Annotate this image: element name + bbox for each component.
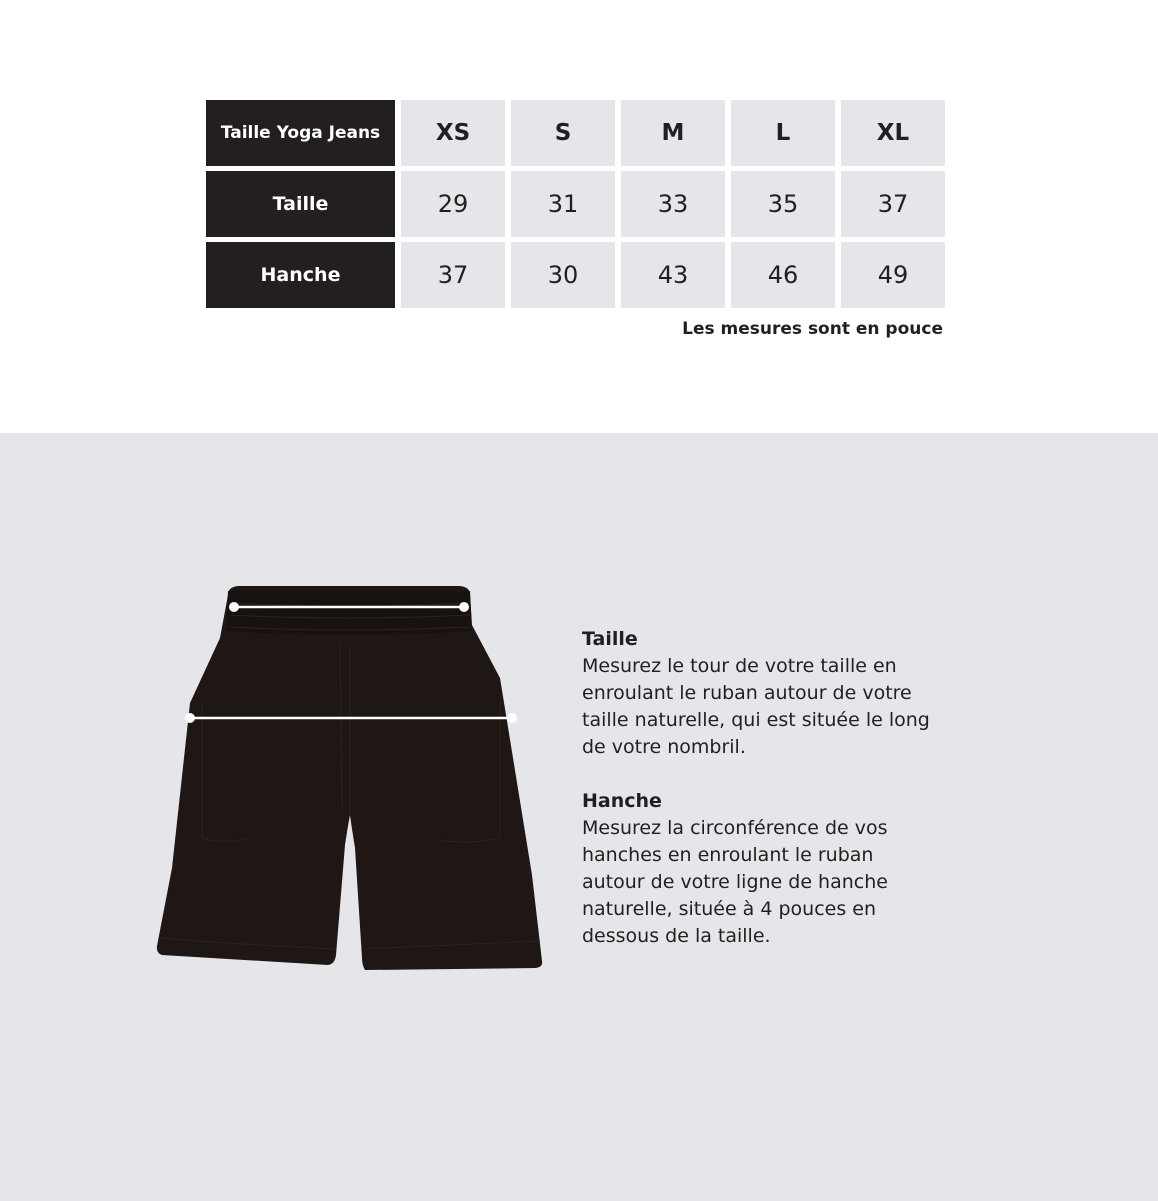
size-header-l: L: [731, 100, 835, 166]
waist-guide-title: Taille: [582, 628, 638, 650]
waist-guide-text: Mesurez le tour de votre taille en enroulant le ruban autour de votre taille naturelle, qui est située le long de votre nombril.: [582, 655, 930, 758]
measurement-unit-note: Les mesures sont en pouce: [682, 319, 943, 339]
table-cell: 37: [401, 242, 505, 308]
row-label-hanche: Hanche: [206, 242, 395, 308]
waist-guide: [582, 626, 942, 761]
size-header-xl: XL: [841, 100, 945, 166]
measure-guide-section: [0, 433, 1158, 1201]
size-header-m: M: [621, 100, 725, 166]
size-header-s: S: [511, 100, 615, 166]
hip-guide-text: Mesurez la circonférence de vos hanches en enroulant le ruban autour de votre ligne de hanche naturelle, située à 4 pouces en dessous de la taille.: [582, 817, 888, 947]
table-cell: 37: [841, 171, 945, 237]
table-cell: 49: [841, 242, 945, 308]
table-cell: 31: [511, 171, 615, 237]
size-chart-section: [0, 0, 1158, 433]
table-cell: 35: [731, 171, 835, 237]
hip-guide: [582, 788, 942, 950]
table-cell: 43: [621, 242, 725, 308]
size-table: [206, 100, 945, 308]
table-cell: 46: [731, 242, 835, 308]
table-header-label: Taille Yoga Jeans: [206, 100, 395, 166]
table-cell: 30: [511, 242, 615, 308]
size-header-xs: XS: [401, 100, 505, 166]
table-cell: 33: [621, 171, 725, 237]
shorts-body: [157, 586, 542, 970]
shorts-illustration: [150, 583, 550, 993]
table-cell: 29: [401, 171, 505, 237]
hip-guide-title: Hanche: [582, 790, 662, 812]
row-label-taille: Taille: [206, 171, 395, 237]
